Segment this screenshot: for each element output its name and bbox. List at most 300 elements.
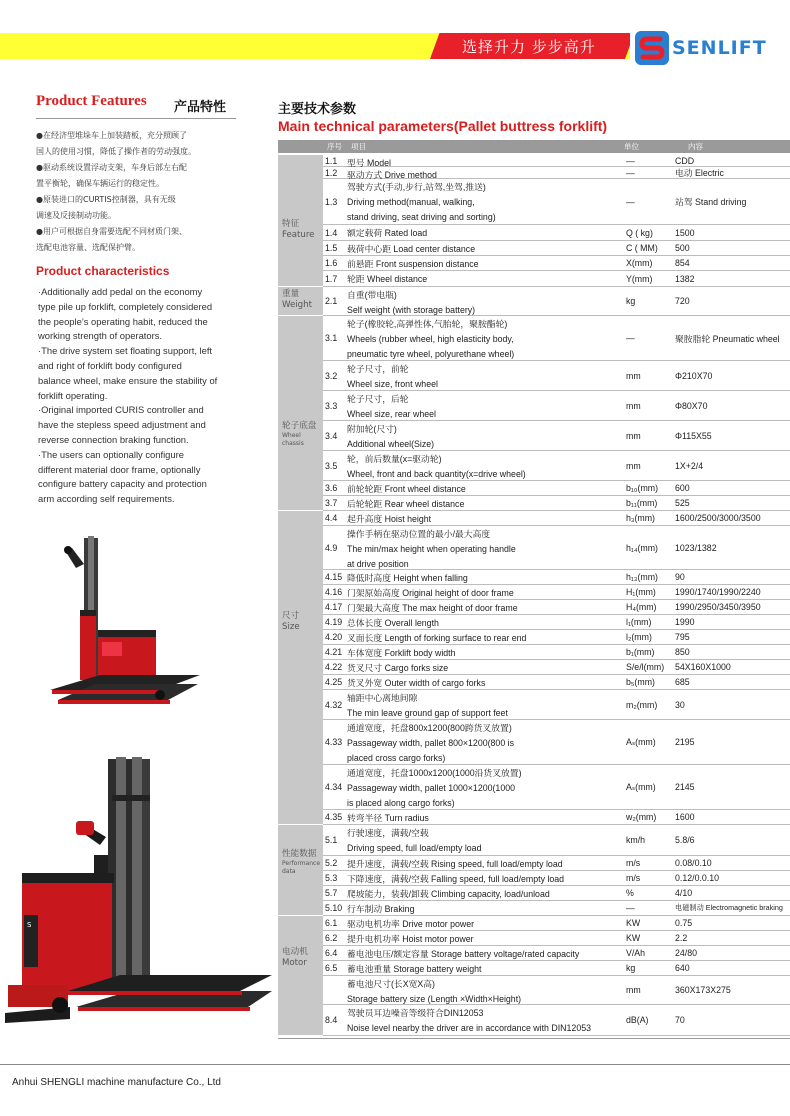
divider bbox=[278, 1038, 790, 1039]
row-item-line: Wheel size, front wheel bbox=[347, 379, 438, 389]
row-item-line: The min/max height when operating handle bbox=[347, 544, 516, 554]
row-value: 90 bbox=[675, 572, 685, 582]
row-item-line: 前轮轮距 Front wheel distance bbox=[347, 484, 466, 494]
row-item bbox=[347, 288, 625, 318]
row-item bbox=[347, 586, 625, 601]
row-item bbox=[347, 1006, 625, 1036]
table-row bbox=[323, 391, 790, 421]
row-unit: Aₛ(mm) bbox=[626, 736, 656, 747]
row-value: 850 bbox=[675, 647, 690, 657]
row-value: 电动 Electric bbox=[675, 168, 724, 178]
row-item-line: Noise level nearby the driver are in accordance with DIN12053 bbox=[347, 1023, 591, 1033]
section-label-en: Motor bbox=[282, 958, 307, 968]
row-number: 4.15 bbox=[325, 572, 343, 582]
cn-features-list bbox=[36, 128, 251, 256]
row-item bbox=[347, 512, 625, 527]
forklift-small-image bbox=[40, 530, 210, 730]
row-unit: KW bbox=[626, 933, 641, 943]
row-number: 8.4 bbox=[325, 1015, 338, 1025]
row-unit: kg bbox=[626, 963, 636, 973]
table-row bbox=[323, 976, 790, 1005]
table-row bbox=[323, 481, 790, 496]
row-item bbox=[347, 902, 625, 917]
row-unit: — bbox=[626, 167, 635, 178]
row-unit: kg bbox=[626, 296, 636, 306]
table-row bbox=[323, 901, 790, 916]
row-unit: h₃(mm) bbox=[626, 513, 655, 523]
product-features-title: Product Features bbox=[36, 93, 147, 109]
header-unit: 单位 bbox=[624, 142, 639, 151]
row-item-line: 通道宽度，托盘1000x1200(1000沿货叉放置) bbox=[347, 768, 522, 778]
section-label-cn: 特征 bbox=[282, 219, 300, 229]
row-item bbox=[347, 571, 625, 586]
section-label-en: Weight bbox=[282, 300, 312, 310]
row-item-line: 轮子尺寸，前轮 bbox=[347, 364, 409, 374]
row-unit: — bbox=[626, 903, 635, 913]
table-row bbox=[323, 570, 790, 585]
row-item-line: 自重(带电瓶) bbox=[347, 290, 397, 300]
logo-text: SENLIFT bbox=[672, 37, 767, 59]
row-number: 3.1 bbox=[325, 333, 338, 343]
row-unit: b₅(mm) bbox=[626, 677, 655, 687]
row-item-line: 载荷中心距 Load center distance bbox=[347, 244, 476, 254]
row-number: 4.32 bbox=[325, 699, 343, 710]
table-row bbox=[323, 421, 790, 451]
section-label-cn: 电动机 bbox=[282, 947, 308, 957]
header-value: 内容 bbox=[688, 142, 703, 151]
header-no: 序号 bbox=[327, 142, 342, 151]
row-item-line: 爬坡能力，装载/卸载 Climbing capacity, load/unload bbox=[347, 889, 550, 899]
characteristics-line: ·Additionally add pedal on the economy bbox=[38, 286, 203, 297]
row-value: 640 bbox=[675, 963, 690, 973]
row-value: 54X160X1000 bbox=[675, 662, 731, 672]
row-number: 2.1 bbox=[325, 296, 338, 306]
row-value: 2195 bbox=[675, 737, 695, 747]
row-unit: m/s bbox=[626, 873, 641, 883]
row-number: 1.5 bbox=[325, 243, 338, 253]
row-value: Φ80X70 bbox=[675, 400, 708, 411]
row-unit: mm bbox=[626, 430, 641, 441]
table-row bbox=[323, 496, 790, 511]
header-slogan: 选择升力 步步高升 bbox=[462, 38, 596, 56]
row-value: Φ115X55 bbox=[675, 430, 712, 441]
characteristics-line: forklift operating. bbox=[38, 389, 108, 401]
table-row bbox=[323, 871, 790, 886]
row-number: 4.9 bbox=[325, 542, 338, 553]
section-label-cn: 重量 bbox=[282, 289, 300, 299]
section-label bbox=[278, 155, 323, 287]
row-value: 1X+2/4 bbox=[675, 460, 704, 471]
row-item bbox=[347, 977, 625, 1007]
table-row bbox=[323, 511, 790, 526]
row-item-line: 货叉外宽 Outer width of cargo forks bbox=[347, 678, 486, 688]
cn-feature-line: ●在经济型堆垛车上加装踏板，充分照顾了 bbox=[36, 131, 187, 140]
characteristics-line: ·Original imported CURIS controller and bbox=[38, 404, 204, 416]
row-item-line: 下降速度，满载/空载 Falling speed, full load/empty load bbox=[347, 874, 565, 884]
row-item bbox=[347, 272, 625, 287]
cn-feature-line: ●原装进口的CURTIS控制器，具有无级 bbox=[36, 195, 176, 204]
table-row bbox=[323, 179, 790, 225]
row-number: 4.35 bbox=[325, 812, 343, 822]
table-row bbox=[323, 225, 790, 241]
row-value: 600 bbox=[675, 483, 690, 493]
row-number: 3.4 bbox=[325, 430, 338, 441]
section-label bbox=[278, 916, 323, 1036]
row-unit: m₂(mm) bbox=[626, 699, 658, 710]
table-row bbox=[323, 916, 790, 931]
cn-feature-line: 国人的使用习惯，降低了操作者的劳动强度。 bbox=[36, 147, 196, 156]
row-value: 525 bbox=[675, 498, 690, 508]
row-value: 500 bbox=[675, 243, 690, 253]
row-unit: mm bbox=[626, 400, 641, 411]
row-unit: H₁(mm) bbox=[626, 587, 656, 597]
product-characteristics-text bbox=[38, 285, 240, 507]
product-characteristics-title: Product characteristics bbox=[36, 264, 170, 278]
row-item-line: Wheels (rubber wheel, high elasticity body, bbox=[347, 334, 514, 344]
row-unit: h₁₃(mm) bbox=[626, 572, 658, 582]
table-row bbox=[323, 660, 790, 675]
row-number: 6.5 bbox=[325, 963, 338, 973]
cn-feature-line: 调速及反接制动功能。 bbox=[36, 211, 116, 220]
row-value: 站驾 Stand driving bbox=[675, 197, 747, 207]
row-item-line: at drive position bbox=[347, 559, 409, 569]
table-row bbox=[323, 645, 790, 660]
row-value: 24/80 bbox=[675, 948, 698, 958]
table-row bbox=[323, 720, 790, 765]
row-unit: — bbox=[626, 155, 635, 166]
row-item bbox=[347, 362, 625, 392]
table-row bbox=[323, 931, 790, 946]
row-value: 854 bbox=[675, 258, 690, 268]
row-number: 4.19 bbox=[325, 617, 343, 627]
row-number: 5.1 bbox=[325, 835, 338, 845]
characteristics-line: type pile up forklift, completely considered bbox=[38, 300, 213, 312]
section-label-en: Performance data bbox=[282, 860, 321, 875]
table-row bbox=[323, 526, 790, 570]
row-item-line: Passageway width, pallet 800×1200(800 is bbox=[347, 738, 515, 748]
row-item bbox=[347, 482, 625, 497]
row-number: 1.4 bbox=[325, 227, 338, 238]
row-item-line: 提升电机功率 Hoist motor power bbox=[347, 934, 474, 944]
row-item bbox=[347, 721, 625, 766]
row-item bbox=[347, 616, 625, 631]
row-value: 1990/1740/1990/2240 bbox=[675, 587, 761, 597]
row-unit: b₁₁(mm) bbox=[626, 498, 658, 508]
row-item-line: 轴距中心离地间隙 bbox=[347, 693, 418, 703]
cn-feature-line: 置平衡轮，确保车辆运行的稳定性。 bbox=[36, 179, 164, 188]
row-unit: H₄(mm) bbox=[626, 602, 657, 612]
table-row bbox=[323, 241, 790, 256]
row-item bbox=[347, 932, 625, 947]
table-row bbox=[323, 765, 790, 810]
row-item-line: 降低时高度 Height when falling bbox=[347, 573, 468, 583]
row-number: 1.7 bbox=[325, 273, 338, 284]
row-item-line: placed cross cargo forks) bbox=[347, 753, 446, 763]
row-item bbox=[347, 317, 625, 362]
section-label bbox=[278, 316, 323, 511]
row-number: 4.20 bbox=[325, 632, 343, 642]
table-row bbox=[323, 690, 790, 720]
row-number: 3.3 bbox=[325, 400, 338, 411]
row-value: 1500 bbox=[675, 227, 695, 238]
row-item bbox=[347, 676, 625, 691]
row-number: 4.4 bbox=[325, 513, 338, 523]
row-unit: — bbox=[626, 196, 635, 207]
row-unit: m/s bbox=[626, 858, 641, 868]
row-item-line: 附加轮(尺寸) bbox=[347, 424, 397, 434]
row-item-line: 起升高度 Hoist height bbox=[347, 514, 432, 524]
row-number: 4.33 bbox=[325, 737, 343, 747]
section-label-cn: 性能数据 bbox=[282, 849, 317, 859]
table-row bbox=[323, 1005, 790, 1036]
row-item-line: 前悬距 Front suspension distance bbox=[347, 259, 479, 269]
table-row bbox=[323, 856, 790, 871]
row-item-line: 门架原始高度 Original height of door frame bbox=[347, 588, 514, 598]
row-item bbox=[347, 527, 625, 572]
row-item-line: 驱动电机功率 Drive motor power bbox=[347, 919, 475, 929]
row-unit: mm bbox=[626, 370, 641, 381]
row-item bbox=[347, 947, 625, 962]
row-item bbox=[347, 826, 625, 856]
row-item-line: Driving speed, full load/empty load bbox=[347, 843, 482, 853]
table-row bbox=[323, 600, 790, 615]
footer-divider bbox=[0, 1064, 790, 1065]
row-item-line: 提升速度，满载/空载 Rising speed, full load/empty load bbox=[347, 859, 563, 869]
section-label-en: Feature bbox=[282, 230, 315, 240]
row-number: 1.1 bbox=[325, 155, 338, 166]
row-item bbox=[347, 257, 625, 272]
row-item-line: 车体宽度 Forklift body width bbox=[347, 648, 456, 658]
row-unit: — bbox=[626, 333, 635, 343]
svg-text:S: S bbox=[27, 921, 32, 929]
row-unit: V/Ah bbox=[626, 948, 646, 958]
characteristics-line: balance wheel, make ensure the stability of bbox=[38, 374, 218, 386]
row-value: 360X173X275 bbox=[675, 985, 731, 995]
row-value: 5.8/6 bbox=[675, 835, 695, 845]
row-item bbox=[347, 392, 625, 422]
row-value: 0.12/0.0.10 bbox=[675, 873, 720, 883]
row-number bbox=[325, 976, 347, 1004]
row-unit: Aₛ(mm) bbox=[626, 781, 656, 792]
row-value: 30 bbox=[675, 699, 685, 710]
row-unit: KW bbox=[626, 918, 641, 928]
characteristics-line: arm according self requirements. bbox=[38, 493, 175, 505]
row-item-line: 行驶速度，满载/空载 bbox=[347, 828, 429, 838]
row-item-line: Wheel size, rear wheel bbox=[347, 409, 436, 419]
table-row bbox=[323, 271, 790, 287]
table-title: Main technical parameters(Pallet buttress forklift) bbox=[278, 118, 608, 134]
row-number: 4.25 bbox=[325, 677, 343, 687]
row-number: 1.2 bbox=[325, 167, 338, 178]
row-value: 2145 bbox=[675, 782, 695, 792]
characteristics-line: have the stepless speed adjustment and bbox=[38, 419, 206, 431]
row-unit: Y(mm) bbox=[626, 273, 653, 284]
table-row bbox=[323, 630, 790, 645]
row-item-line: pneumatic tyre wheel, polyurethane wheel) bbox=[347, 349, 515, 359]
row-item-line: 轮子尺寸，后轮 bbox=[347, 394, 409, 404]
row-item-line: 驱动方式 Drive method bbox=[347, 170, 437, 180]
row-unit: S/e/l(mm) bbox=[626, 662, 665, 672]
row-item bbox=[347, 962, 625, 977]
row-item bbox=[347, 811, 625, 826]
divider bbox=[36, 118, 236, 119]
table-row bbox=[323, 675, 790, 690]
row-number: 4.34 bbox=[325, 782, 343, 792]
row-item bbox=[347, 857, 625, 872]
row-value: 4/10 bbox=[675, 888, 693, 898]
row-item-line: 门架最大高度 The max height of door frame bbox=[347, 603, 518, 613]
senlift-logo-icon bbox=[634, 30, 670, 66]
row-number: 3.6 bbox=[325, 483, 338, 493]
characteristics-line: the people’s operating habit, reduced the bbox=[38, 315, 208, 327]
row-number: 5.2 bbox=[325, 858, 338, 868]
row-item bbox=[347, 226, 625, 241]
row-item bbox=[347, 661, 625, 676]
row-number: 4.17 bbox=[325, 602, 343, 612]
row-unit: b₁(mm) bbox=[626, 647, 655, 657]
row-item-line: 轮子(橡胶轮,高弹性体,气胎轮，聚胺酯轮) bbox=[347, 319, 508, 329]
section-label-en: Size bbox=[282, 622, 300, 632]
row-item-line: stand driving, seat driving and sorting) bbox=[347, 212, 496, 222]
row-value: 720 bbox=[675, 296, 690, 306]
section-label bbox=[278, 825, 323, 916]
characteristics-line: reverse connection braking function. bbox=[38, 433, 189, 445]
row-item-line: Driving method(manual, walking, bbox=[347, 197, 475, 207]
row-value: 1990 bbox=[675, 617, 695, 627]
row-item bbox=[347, 646, 625, 661]
section-label-cn: 轮子底盘 bbox=[282, 421, 317, 431]
row-item-line: is placed along cargo forks) bbox=[347, 798, 455, 808]
header-item: 项目 bbox=[351, 142, 366, 151]
row-unit: w₂(mm) bbox=[626, 812, 657, 822]
table-row bbox=[323, 167, 790, 179]
table-row bbox=[323, 451, 790, 481]
cn-feature-line: ●用户可根据自身需要选配不同材质门架、 bbox=[36, 227, 187, 236]
row-value: 1600 bbox=[675, 812, 695, 822]
row-item-line: Passageway width, pallet 1000×1200(1000 bbox=[347, 783, 515, 793]
row-item-line: 蓄电池电压/额定容量 Storage battery voltage/rated capacity bbox=[347, 949, 580, 959]
row-value: 70 bbox=[675, 1015, 685, 1025]
row-number: 4.22 bbox=[325, 662, 343, 672]
row-value: 685 bbox=[675, 677, 690, 687]
table-row bbox=[323, 256, 790, 271]
row-item-line: 行车制动 Braking bbox=[347, 904, 415, 914]
row-item-line: 轮，前后数量(x=驱动轮) bbox=[347, 454, 442, 464]
row-value: 聚胺脂轮 Pneumatic wheel bbox=[675, 333, 780, 344]
row-item-line: 型号 Model bbox=[347, 158, 391, 168]
row-item-line: 蓄电池重量 Storage battery weight bbox=[347, 964, 482, 974]
row-item-line: 后轮轮距 Rear wheel distance bbox=[347, 499, 465, 509]
row-value: 1023/1382 bbox=[675, 542, 717, 553]
row-number: 3.2 bbox=[325, 370, 338, 381]
row-unit: C ( MM) bbox=[626, 243, 658, 253]
row-item bbox=[347, 887, 625, 902]
row-item-line: 总体长度 Overall length bbox=[347, 618, 439, 628]
row-number: 6.4 bbox=[325, 948, 338, 958]
row-item bbox=[347, 766, 625, 811]
row-item bbox=[347, 691, 625, 721]
row-unit: Q ( kg) bbox=[626, 227, 653, 238]
table-row bbox=[323, 287, 790, 316]
row-value: 0.08/0.10 bbox=[675, 858, 712, 868]
row-item bbox=[347, 242, 625, 257]
row-value: CDD bbox=[675, 155, 695, 166]
section-label bbox=[278, 511, 323, 825]
table-row bbox=[323, 810, 790, 825]
row-item-line: 货叉尺寸 Cargo forks size bbox=[347, 663, 449, 673]
row-item bbox=[347, 452, 625, 482]
row-number: 1.6 bbox=[325, 258, 338, 268]
characteristics-line: ·The drive system set floating support, left bbox=[38, 345, 213, 357]
characteristics-line: ·The users can optionally configure bbox=[38, 448, 184, 460]
product-features-title-cn: 产品特性 bbox=[174, 100, 227, 115]
table-row bbox=[323, 615, 790, 630]
row-item-line: Storage battery size (Length ×Width×Height) bbox=[347, 994, 522, 1004]
row-number: 1.3 bbox=[325, 196, 338, 207]
row-unit: mm bbox=[626, 985, 641, 995]
table-row bbox=[323, 361, 790, 391]
row-unit: l₂(mm) bbox=[626, 632, 652, 642]
row-item bbox=[347, 497, 625, 512]
row-number: 4.16 bbox=[325, 587, 343, 597]
table-row bbox=[323, 825, 790, 856]
characteristics-line: and right of forklift body configured bbox=[38, 359, 182, 371]
row-number: 5.10 bbox=[325, 903, 343, 913]
table-row bbox=[323, 886, 790, 901]
row-value: 1382 bbox=[675, 273, 695, 284]
table-header bbox=[278, 140, 790, 153]
cn-feature-line: 选配电池容量、选配保护臂。 bbox=[36, 243, 140, 252]
table-title-cn: 主要技术参数 bbox=[278, 102, 357, 117]
row-item-line: 额定载荷 Rated load bbox=[347, 228, 428, 238]
row-unit: h₁₄(mm) bbox=[626, 542, 658, 553]
row-item-line: 轮距 Wheel distance bbox=[347, 274, 428, 284]
table-row bbox=[323, 585, 790, 600]
row-item bbox=[347, 631, 625, 646]
row-unit: mm bbox=[626, 460, 641, 471]
row-item bbox=[347, 917, 625, 932]
table-row bbox=[323, 316, 790, 361]
row-number: 5.7 bbox=[325, 888, 338, 898]
row-unit: km/h bbox=[626, 835, 646, 845]
row-value: 1600/2500/3000/3500 bbox=[675, 513, 761, 523]
row-item-line: The min leave ground gap of support feet bbox=[347, 708, 508, 718]
row-item-line: Self weight (with storage battery) bbox=[347, 305, 476, 315]
footer-company: Anhui SHENGLI machine manufacture Co., Ltd bbox=[12, 1077, 221, 1088]
cn-feature-line: ●驱动系统设置浮动支架，车身后部左右配 bbox=[36, 163, 187, 172]
row-number: 6.2 bbox=[325, 933, 338, 943]
row-unit: b₁₀(mm) bbox=[626, 483, 659, 493]
forklift-large-image bbox=[0, 755, 275, 1025]
section-label bbox=[278, 287, 323, 316]
row-item bbox=[347, 872, 625, 887]
row-item-line: Additional wheel(Size) bbox=[347, 439, 435, 449]
row-item-line: 操作手柄在驱动位置的最小/最大高度 bbox=[347, 529, 491, 539]
table-row bbox=[323, 946, 790, 961]
table-row bbox=[323, 961, 790, 976]
row-value: 795 bbox=[675, 632, 690, 642]
row-unit: X(mm) bbox=[626, 258, 653, 268]
row-item-line: 通道宽度，托盘800x1200(800跨货叉放置) bbox=[347, 723, 512, 733]
row-item bbox=[347, 180, 625, 225]
row-number: 3.5 bbox=[325, 460, 338, 471]
row-value: 1990/2950/3450/3950 bbox=[675, 602, 761, 612]
row-number: 5.3 bbox=[325, 873, 338, 883]
row-value: 0.75 bbox=[675, 918, 693, 928]
row-item-line: 驾驶员耳边噪音等级符合DIN12053 bbox=[347, 1008, 484, 1018]
row-value: Φ210X70 bbox=[675, 370, 713, 381]
row-number: 6.1 bbox=[325, 918, 338, 928]
